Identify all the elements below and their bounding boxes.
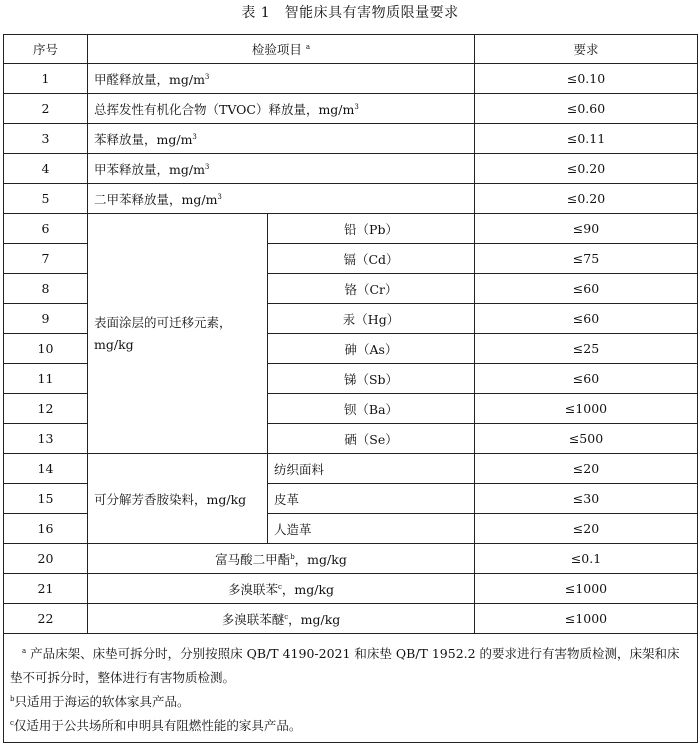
item-cell: 甲苯释放量，$mg/m^3$ xyxy=(88,154,475,184)
req-cell: ≤500 xyxy=(475,424,698,454)
footnotes-cell xyxy=(4,634,698,743)
table-header-row xyxy=(4,35,698,64)
req-cell: ≤0.1 xyxy=(475,544,698,574)
table-row xyxy=(4,214,698,244)
element-cell: 砷（As） xyxy=(268,334,475,364)
seq-cell: 5 xyxy=(4,184,88,214)
item-cell: 总挥发性有机化合物（TVOC）释放量，$mg/m^3$ xyxy=(88,94,475,124)
seq-cell: 12 xyxy=(4,394,88,424)
table-row xyxy=(4,94,698,124)
item-cell: 富马酸二甲酯$^b$，mg/kg xyxy=(88,544,475,574)
header-seq: 序号 xyxy=(4,35,88,64)
seq-cell: 8 xyxy=(4,274,88,304)
seq-cell: 4 xyxy=(4,154,88,184)
footnotes-row xyxy=(4,634,698,743)
seq-cell: 13 xyxy=(4,424,88,454)
material-cell: 纺织面料 xyxy=(268,454,475,484)
element-cell: 硒（Se） xyxy=(268,424,475,454)
req-cell: ≤1000 xyxy=(475,604,698,634)
footnote-c: $^c$仅适用于公共场所和申明具有阻燃性能的家具产品。 xyxy=(10,718,302,733)
seq-cell: 20 xyxy=(4,544,88,574)
seq-cell: 3 xyxy=(4,124,88,154)
seq-cell: 10 xyxy=(4,334,88,364)
req-cell: ≤60 xyxy=(475,364,698,394)
req-cell: ≤0.60 xyxy=(475,94,698,124)
seq-cell: 7 xyxy=(4,244,88,274)
req-cell: ≤90 xyxy=(475,214,698,244)
req-cell: ≤25 xyxy=(475,334,698,364)
element-cell: 锑（Sb） xyxy=(268,364,475,394)
item-cell: 多溴联苯醚$^c$，mg/kg xyxy=(88,604,475,634)
req-cell: ≤0.11 xyxy=(475,124,698,154)
material-cell: 皮革 xyxy=(268,484,475,514)
hazardous-substance-table xyxy=(3,34,698,743)
seq-cell: 15 xyxy=(4,484,88,514)
element-cell: 钡（Ba） xyxy=(268,394,475,424)
seq-cell: 9 xyxy=(4,304,88,334)
item-cell: 二甲苯释放量，$mg/m^3$ xyxy=(88,184,475,214)
table-row xyxy=(4,124,698,154)
req-cell: ≤1000 xyxy=(475,394,698,424)
seq-cell: 6 xyxy=(4,214,88,244)
req-cell: ≤0.10 xyxy=(475,64,698,94)
header-item: 检验项目 $^a$ xyxy=(88,35,475,64)
seq-cell: 11 xyxy=(4,364,88,394)
req-cell: ≤60 xyxy=(475,274,698,304)
table-row xyxy=(4,454,698,484)
req-cell: ≤30 xyxy=(475,484,698,514)
seq-cell: 1 xyxy=(4,64,88,94)
seq-cell: 22 xyxy=(4,604,88,634)
req-cell: ≤1000 xyxy=(475,574,698,604)
table-row xyxy=(4,184,698,214)
element-cell: 铬（Cr） xyxy=(268,274,475,304)
header-req: 要求 xyxy=(475,35,698,64)
azo-group-label: 可分解芳香胺染料，mg/kg xyxy=(88,454,268,544)
item-cell: 多溴联苯$^c$，mg/kg xyxy=(88,574,475,604)
seq-cell: 14 xyxy=(4,454,88,484)
seq-cell: 21 xyxy=(4,574,88,604)
table-row xyxy=(4,64,698,94)
element-cell: 铅（Pb） xyxy=(268,214,475,244)
req-cell: ≤20 xyxy=(475,454,698,484)
req-cell: ≤75 xyxy=(475,244,698,274)
req-cell: ≤60 xyxy=(475,304,698,334)
seq-cell: 16 xyxy=(4,514,88,544)
element-cell: 汞（Hg） xyxy=(268,304,475,334)
table-row xyxy=(4,154,698,184)
req-cell: ≤0.20 xyxy=(475,154,698,184)
item-cell: 甲醛释放量，$mg/m^3$ xyxy=(88,64,475,94)
material-cell: 人造革 xyxy=(268,514,475,544)
table-row xyxy=(4,604,698,634)
table-caption: 表 1 智能床具有害物质限量要求 xyxy=(241,5,459,21)
element-cell: 镉（Cd） xyxy=(268,244,475,274)
req-cell: ≤0.20 xyxy=(475,184,698,214)
item-cell: 苯释放量，$mg/m^3$ xyxy=(88,124,475,154)
migratable-group-label: 表面涂层的可迁移元素， mg/kg xyxy=(88,214,268,454)
seq-cell: 2 xyxy=(4,94,88,124)
req-cell: ≤20 xyxy=(475,514,698,544)
table-row xyxy=(4,544,698,574)
footnote-b: $^b$只适用于海运的软体家具产品。 xyxy=(10,694,190,709)
footnote-a: $^a$ 产品床架、床垫可拆分时，分别按照床 QB/T 4190-2021 和床垫 QB/T 1952.2 的要求进行有害物质检测，床架和床垫不可拆分时，整体进行有害物质检测。 xyxy=(10,646,680,685)
table-row xyxy=(4,574,698,604)
